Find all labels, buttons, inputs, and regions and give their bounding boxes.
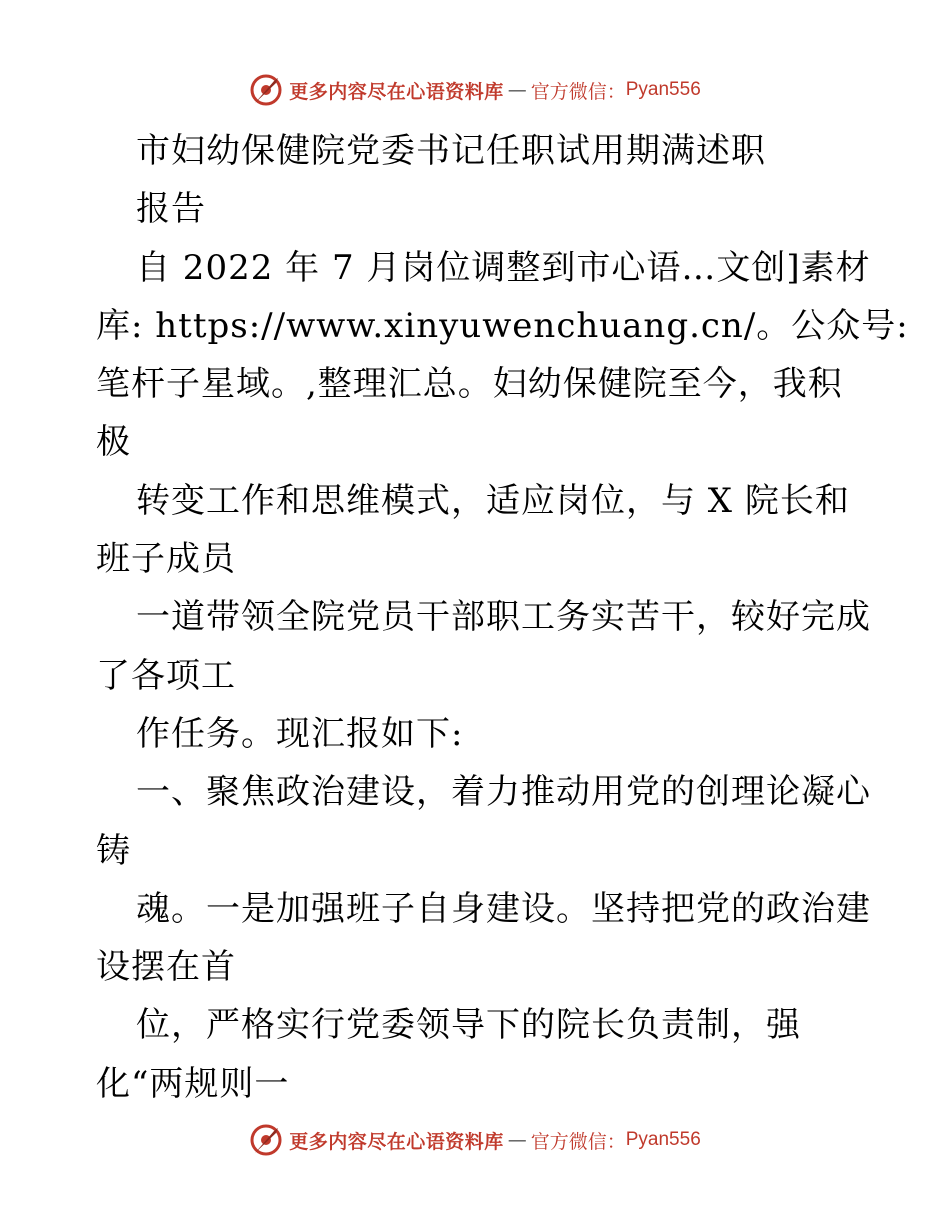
text-line: 魂。一是加强班子自身建设。坚持把党的政治建: [136, 888, 871, 929]
text-line: 作任务。现汇报如下:: [136, 713, 464, 754]
banner-contact-id: Pyan556: [625, 79, 701, 100]
text-line: 铸: [96, 830, 131, 871]
text-line: 市妇幼保健院党委书记任职试用期满述职: [136, 131, 766, 171]
banner-separator: —: [507, 1129, 527, 1151]
text-line: 班子成员: [96, 539, 236, 580]
text-line: 笔杆子星域。,整理汇总。妇幼保健院至今，我积: [96, 364, 843, 405]
document-body: [96, 122, 909, 1113]
text-line: 设摆在首: [96, 947, 236, 988]
banner-text: 更多内容尽在心语资料库: [289, 1130, 504, 1153]
text-line: 库: https://www.xinyuwenchuang.cn/。公众号:: [96, 305, 909, 346]
text-line: 报告: [136, 189, 206, 230]
banner-contact-id: Pyan556: [625, 1129, 701, 1150]
text-line: 位，严格实行党委领导下的院长负责制，强: [136, 1005, 801, 1046]
banner-text: 更多内容尽在心语资料库: [289, 80, 504, 103]
banner-contact-label: 官方微信：: [530, 1130, 626, 1153]
text-line: 化“两规则一: [96, 1063, 290, 1104]
header-banner: [0, 70, 950, 110]
text-line: 一道带领全院党员干部职工务实苦干，较好完成: [136, 597, 871, 638]
footer-banner: [0, 1120, 950, 1160]
text-line: 转变工作和思维模式，适应岗位，与 X 院长和: [136, 480, 850, 521]
quill-seal-icon: [249, 1123, 283, 1157]
text-line: 一、聚焦政治建设，着力推动用党的创理论凝心: [136, 772, 871, 813]
text-line: 了各项工: [96, 655, 236, 696]
text-line: 自 2022 年 7 月岗位调整到市心语…文创]素材: [136, 247, 871, 288]
banner-contact-label: 官方微信：: [530, 80, 626, 103]
banner-separator: —: [507, 79, 527, 101]
quill-seal-icon: [249, 73, 283, 107]
text-line: 极: [96, 422, 131, 463]
